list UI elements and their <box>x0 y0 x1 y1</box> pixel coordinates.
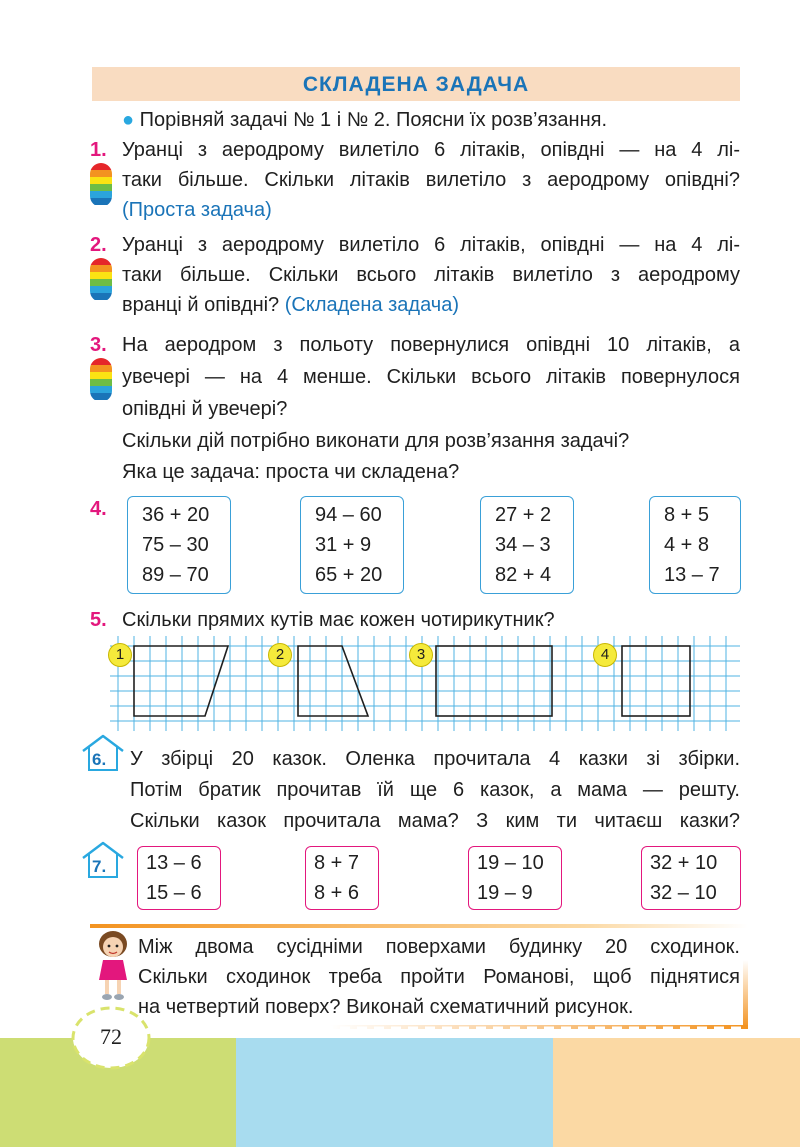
figure-label-2: 2 <box>268 643 292 667</box>
expression: 36 + 20 <box>142 504 210 526</box>
task-3-line-1: На аеродром з польоту повернулися опівдні 10 літаків, а <box>122 334 740 356</box>
expression: 15 – 6 <box>146 882 202 904</box>
expression: 19 – 10 <box>477 852 544 874</box>
rainbow-stripes-icon <box>90 358 112 402</box>
expression: 4 + 8 <box>664 534 710 556</box>
figure-label-4: 4 <box>593 643 617 667</box>
title-bar <box>92 67 740 101</box>
rainbow-stripes-icon <box>90 258 112 302</box>
task-2-note: (Складена задача) <box>284 294 459 316</box>
expression: 13 – 6 <box>146 852 202 874</box>
expression: 8 + 7 <box>314 852 360 874</box>
task-3-line-5: Яка це задача: проста чи складена? <box>122 461 460 483</box>
expression-box <box>649 496 741 594</box>
task-5-number: 5. <box>90 609 107 631</box>
task-7-number: 7. <box>92 857 107 876</box>
challenge-line-1: Між двома сусідніми поверхами будинку 20 сходинок. <box>138 936 740 958</box>
intro-text: Порівняй задачі № 1 і № 2. Поясни їх розв’язання. <box>139 109 608 131</box>
expression: 31 + 9 <box>315 534 372 556</box>
task-6-line-1: У збірці 20 казок. Оленка прочитала 4 казки зі збірки. <box>130 748 740 770</box>
expression: 13 – 7 <box>664 564 720 586</box>
challenge-top-border <box>90 924 748 928</box>
task-6-line-2: Потім братик прочитав їй ще 6 казок, а мама — решту. <box>130 779 740 801</box>
bullet-icon: ● <box>122 109 135 131</box>
girl-icon <box>91 928 135 1004</box>
challenge-line-3: на четвертий поверх? Виконай схематичний рисунок. <box>138 996 634 1018</box>
expression-box <box>480 496 574 594</box>
expression: 75 – 30 <box>142 534 209 556</box>
expression: 19 – 9 <box>477 882 533 904</box>
task-6-line-3: Скільки казок прочитала мама? З ким ти читаєш казки? <box>130 810 740 832</box>
task-2-number: 2. <box>90 234 107 256</box>
task-2-line-2: таки більше. Скільки всього літаків вилетіло з аеродрому <box>122 264 740 286</box>
intro-line <box>122 105 607 135</box>
footer-band-peach <box>553 1038 800 1147</box>
expression-box <box>300 496 404 594</box>
task-1-note: (Проста задача) <box>122 199 272 221</box>
task-6-number: 6. <box>92 750 107 769</box>
expression-box <box>127 496 231 594</box>
expression: 27 + 2 <box>495 504 552 526</box>
task-2-line-3 <box>122 290 459 320</box>
figure-label-1: 1 <box>108 643 132 667</box>
challenge-line-2: Скільки сходинок треба пройти Романові, щоб піднятися <box>138 966 740 988</box>
page-number: 72 <box>100 1024 122 1049</box>
expression-box <box>137 846 221 910</box>
task-4-number: 4. <box>90 498 107 520</box>
expression-box <box>305 846 379 910</box>
task-2-line-1: Уранці з аеродрому вилетіло 6 літаків, опівдні — на 4 лі- <box>122 234 740 256</box>
task-1-line-2: таки більше. Скільки літаків вилетіло з аеродрому опівдні? <box>122 169 740 191</box>
challenge-right-border <box>743 960 748 1028</box>
expression: 94 – 60 <box>315 504 382 526</box>
task-1-line-1: Уранці з аеродрому вилетіло 6 літаків, опівдні — на 4 лі- <box>122 139 740 161</box>
task-2-last: вранці й опівдні? <box>122 294 280 316</box>
expression: 89 – 70 <box>142 564 209 586</box>
task-3-line-3: опівдні й увечері? <box>122 398 288 420</box>
task-1-number: 1. <box>90 139 107 161</box>
expression: 34 – 3 <box>495 534 551 556</box>
figure-label-3: 3 <box>409 643 433 667</box>
expression: 32 – 10 <box>650 882 717 904</box>
footer-band-blue <box>236 1038 553 1147</box>
expression-box <box>468 846 562 910</box>
expression: 82 + 4 <box>495 564 552 586</box>
expression: 8 + 6 <box>314 882 360 904</box>
task-5-text: Скільки прямих кутів має кожен чотирикутник? <box>122 609 555 631</box>
rainbow-stripes-icon <box>90 163 112 207</box>
expression: 65 + 20 <box>315 564 383 586</box>
page-title: СКЛАДЕНА ЗАДАЧА <box>302 73 530 96</box>
task-3-number: 3. <box>90 334 107 356</box>
task-3-line-2: увечері — на 4 менше. Скільки всього літаків повернулося <box>122 366 740 388</box>
expression: 32 + 10 <box>650 852 718 874</box>
task-3-line-4: Скільки дій потрібно виконати для розв’язання задачі? <box>122 430 630 452</box>
expression-box <box>641 846 741 910</box>
expression: 8 + 5 <box>664 504 710 526</box>
